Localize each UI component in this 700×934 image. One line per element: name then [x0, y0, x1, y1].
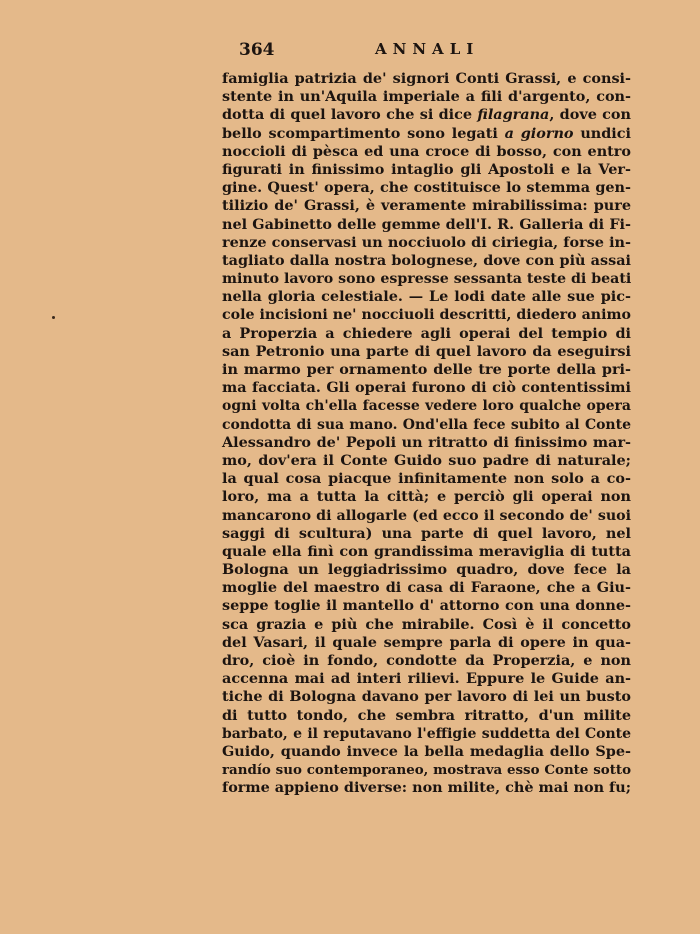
text-run: noccioli di pèsca ed una croce di bosso, con entro	[222, 142, 631, 160]
text-run: di tutto tondo, che sembra ritratto, d'un milite	[222, 706, 631, 724]
text-run: quale ella finì con grandissima meraviglia di tutta	[222, 542, 631, 560]
text-line	[222, 325, 631, 343]
text-line	[222, 106, 631, 124]
italic-run: a giorno	[504, 124, 574, 142]
text-line	[222, 652, 631, 670]
text-line	[222, 397, 631, 415]
text-run: forme appieno diverse: non milite, chè mai non fu;	[222, 779, 632, 797]
text-line	[222, 306, 631, 324]
text-run: Alessandro de' Pepoli un ritratto di finissimo mar-	[222, 433, 631, 451]
text-run: san Petronio una parte di quel lavoro da eseguirsi	[222, 342, 631, 360]
text-line	[222, 379, 631, 397]
text-line	[222, 179, 631, 197]
text-run: tilizio de' Grassi, è veramente mirabilissima: pure	[222, 197, 631, 215]
text-run: Bologna un leggiadrissimo quadro, dove fece la	[222, 561, 631, 579]
text-line	[222, 507, 631, 525]
text-run: del Vasari, il quale sempre parla di opere in qua-	[222, 633, 631, 651]
text-run: cole incisioni ne' nocciuoli descritti, diedero animo	[222, 307, 631, 324]
text-line	[222, 234, 631, 252]
text-run: mo, dov'era il Conte Guido suo padre di naturale;	[222, 451, 631, 469]
text-run: famiglia patrizia de' signori Conti Grassi, e consi-	[222, 70, 631, 87]
text-line	[222, 743, 631, 761]
text-line	[222, 288, 631, 306]
text-line	[222, 488, 631, 506]
text-line	[222, 525, 631, 543]
text-run: renze conservasi un nocciuolo di ciriegia, forse in-	[222, 233, 631, 251]
italic-run: filagrana	[477, 106, 550, 124]
text-line	[222, 452, 631, 470]
text-line	[222, 216, 631, 234]
text-run: accenna mai ad interi rilievi. Eppure le Guide an-	[222, 670, 631, 688]
text-run: ogni volta ch'ella facesse vedere loro qualche opera	[222, 398, 631, 415]
text-line	[222, 761, 631, 779]
text-line	[222, 470, 631, 488]
text-run: dotta di quel lavoro che si dice	[222, 106, 478, 124]
text-line	[222, 779, 631, 797]
text-line	[222, 361, 631, 379]
text-run: condotta di sua mano. Ond'ella fece subito al Conte	[222, 416, 631, 433]
text-run: seppe toglie il mantello d' attorno con una donne-	[222, 597, 631, 615]
text-run: gine. Quest' opera, che costituisce lo stemma gen-	[222, 179, 631, 197]
text-line	[222, 725, 631, 743]
text-run: undici	[573, 124, 631, 142]
text-line	[222, 634, 631, 652]
text-run: moglie del maestro di casa di Faraone, che a Giu-	[222, 579, 631, 597]
text-line	[222, 70, 631, 88]
body-text	[222, 70, 631, 798]
text-run: Guido, quando invece la bella medaglia dello Spe-	[222, 742, 631, 760]
text-run: tiche di Bologna davano per lavoro di lei un busto	[222, 688, 631, 706]
text-line	[222, 143, 631, 161]
text-line	[222, 670, 631, 688]
text-run: , dove con	[549, 106, 631, 124]
text-line	[222, 343, 631, 361]
text-line	[222, 88, 631, 106]
text-line	[222, 597, 631, 615]
text-line	[222, 579, 631, 597]
ink-speck	[52, 316, 55, 319]
text-run: in marmo per ornamento delle tre porte della pri-	[222, 361, 631, 378]
text-run: dro, cioè in fondo, condotte da Properzia, e non	[222, 652, 631, 669]
text-run: stente in un'Aquila imperiale a fili d'argento, con-	[222, 88, 631, 106]
text-line	[222, 688, 631, 706]
text-run: sca grazia e più che mirabile. Così è il concetto	[222, 615, 631, 633]
text-line	[222, 270, 631, 288]
running-head: ANNALI	[375, 40, 480, 58]
text-line	[222, 125, 631, 143]
text-run: nella gloria celestiale. — Le lodi date alle sue pic-	[222, 288, 631, 306]
text-line	[222, 707, 631, 725]
text-run: mancarono di allogarle (ed ecco il secondo de' suoi	[222, 507, 631, 524]
text-line	[222, 161, 631, 179]
text-run: figurati in finissimo intaglio gli Apostoli e la Ver-	[222, 160, 631, 178]
text-run: bello scompartimento sono legati	[222, 124, 505, 142]
text-run: la qual cosa piacque infinitamente non solo a co-	[222, 470, 631, 488]
text-line	[222, 561, 631, 579]
text-line	[222, 434, 631, 452]
text-line	[222, 616, 631, 634]
text-run: saggi di scultura) una parte di quel lavoro, nel	[222, 524, 631, 542]
text-run: tagliato dalla nostra bolognese, dove con più assai	[222, 251, 631, 269]
text-line	[222, 543, 631, 561]
text-run: minuto lavoro sono espresse sessanta teste di beati	[222, 271, 632, 288]
text-run: loro, ma a tutta la città; e perciò gli operai non	[222, 488, 631, 506]
text-run: a Properzia a chiedere agli operai del tempio di	[222, 324, 631, 342]
text-run: nel Gabinetto delle gemme dell'I. R. Galleria di Fi-	[222, 215, 631, 233]
page-number: 364	[239, 40, 275, 60]
text-line	[222, 197, 631, 215]
text-run: randío suo contemporaneo, mostrava esso Conte sotto	[222, 762, 631, 779]
text-run: barbato, e il reputavano l'effigie suddetta del Conte	[222, 725, 631, 742]
text-run: ma facciata. Gli operai furono di ciò contentissimi	[222, 379, 631, 397]
text-line	[222, 416, 631, 434]
text-line	[222, 252, 631, 270]
